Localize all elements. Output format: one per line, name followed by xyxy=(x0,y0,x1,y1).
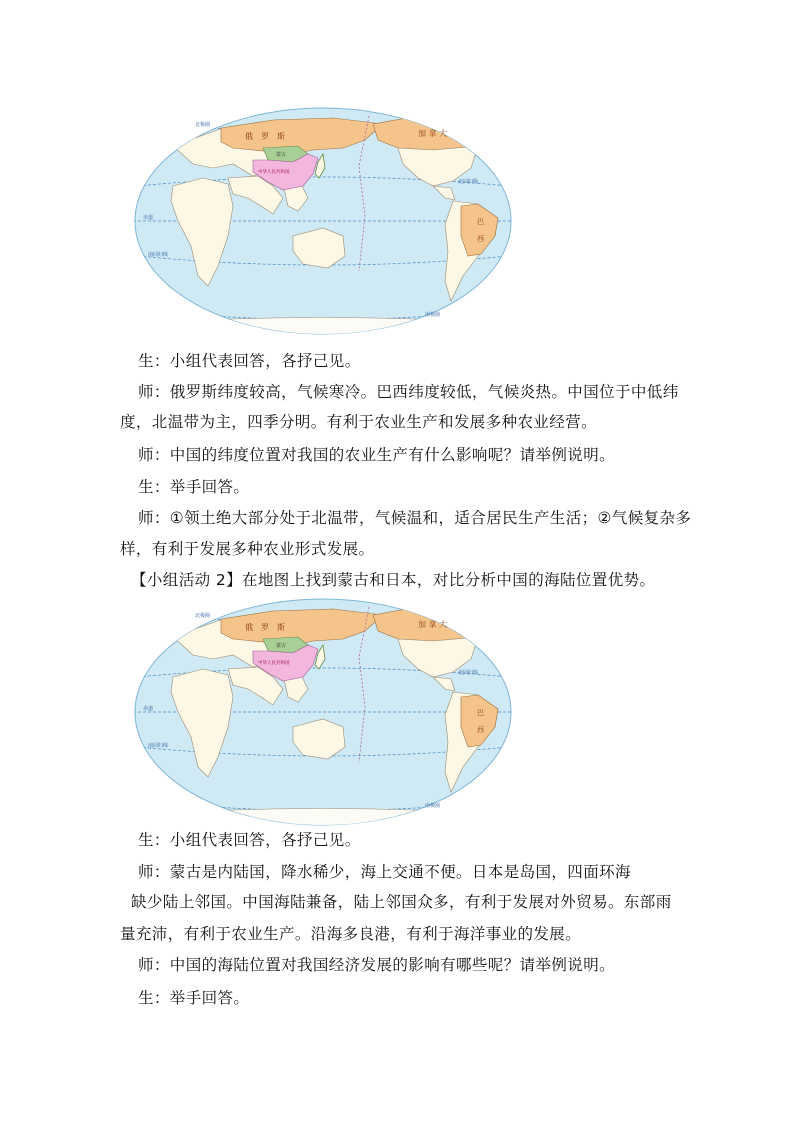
world-map-2 xyxy=(133,597,513,827)
map1-label-brazil-1: 巴 xyxy=(477,218,484,226)
map1-label-china: 中华人民共和国 xyxy=(258,170,290,175)
para-8: 【小组活动 2】在地图上找到蒙古和日本，对比分析中国的海陆位置优势。 xyxy=(131,571,656,589)
map1-label-equator: 赤道 xyxy=(143,215,154,221)
para-11: 缺少陆上邻国。中国海陆兼备，陆上邻国众多，有利于发展对外贸易。东部雨 xyxy=(131,893,672,911)
para-7: 样，有利于发展多种农业形式发展。 xyxy=(120,540,375,558)
para-1: 生：小组代表回答，各抒己见。 xyxy=(138,352,361,370)
para-4: 师：中国的纬度位置对我国的农业生产有什么影响呢？请举例说明。 xyxy=(138,446,616,464)
map1-label-antarctic: 南极圈 xyxy=(425,312,441,318)
map1-label-capricorn: 南回归线 xyxy=(148,252,169,258)
map2-label-russia: 俄 罗 斯 xyxy=(245,623,285,632)
map2-label-cancer: 北回归线 xyxy=(458,670,479,676)
map1-label-cancer: 北回归线 xyxy=(458,179,479,185)
map2-label-canada: 加 拿 大 xyxy=(418,620,448,629)
map1-label-brazil-2: 西 xyxy=(477,235,484,243)
para-2: 师：俄罗斯纬度较高，气候寒冷。巴西纬度较低，气候炎热。中国位于中低纬 xyxy=(138,383,679,401)
map2-label-brazil-2: 西 xyxy=(477,726,484,734)
map1-label-mongolia: 蒙古 xyxy=(276,152,287,158)
world-map-1 xyxy=(133,106,513,336)
map2-label-arctic: 北极圈 xyxy=(195,613,211,619)
map1-label-arctic: 北极圈 xyxy=(195,122,211,128)
world-map-2-svg xyxy=(133,597,513,827)
para-3: 度，北温带为主，四季分明。有利于农业生产和发展多种农业经营。 xyxy=(120,413,598,431)
map2-label-antarctic: 南极圈 xyxy=(425,803,441,809)
map1-label-canada: 加 拿 大 xyxy=(418,129,448,138)
para-14: 生：举手回答。 xyxy=(138,989,250,1007)
map2-label-equator: 赤道 xyxy=(143,706,154,712)
para-6: 师：①领土绝大部分处于北温带，气候温和，适合居民生产生活；②气候复杂多 xyxy=(138,509,692,527)
para-13: 师：中国的海陆位置对我国经济发展的影响有哪些呢？请举例说明。 xyxy=(138,956,616,974)
map1-label-russia: 俄 罗 斯 xyxy=(245,132,285,141)
map2-label-mongolia: 蒙古 xyxy=(276,643,287,649)
para-5: 生：举手回答。 xyxy=(138,478,250,496)
para-9: 生：小组代表回答，各抒己见。 xyxy=(138,831,361,849)
world-map-1-svg xyxy=(133,106,513,336)
map2-label-china: 中华人民共和国 xyxy=(258,661,290,666)
para-10: 师：蒙古是内陆国，降水稀少，海上交通不便。日本是岛国，四面环海 xyxy=(138,863,631,881)
map2-label-brazil-1: 巴 xyxy=(477,709,484,717)
para-12: 量充沛，有利于农业生产。沿海多良港，有利于海洋事业的发展。 xyxy=(120,925,582,943)
map2-label-capricorn: 南回归线 xyxy=(148,743,169,749)
